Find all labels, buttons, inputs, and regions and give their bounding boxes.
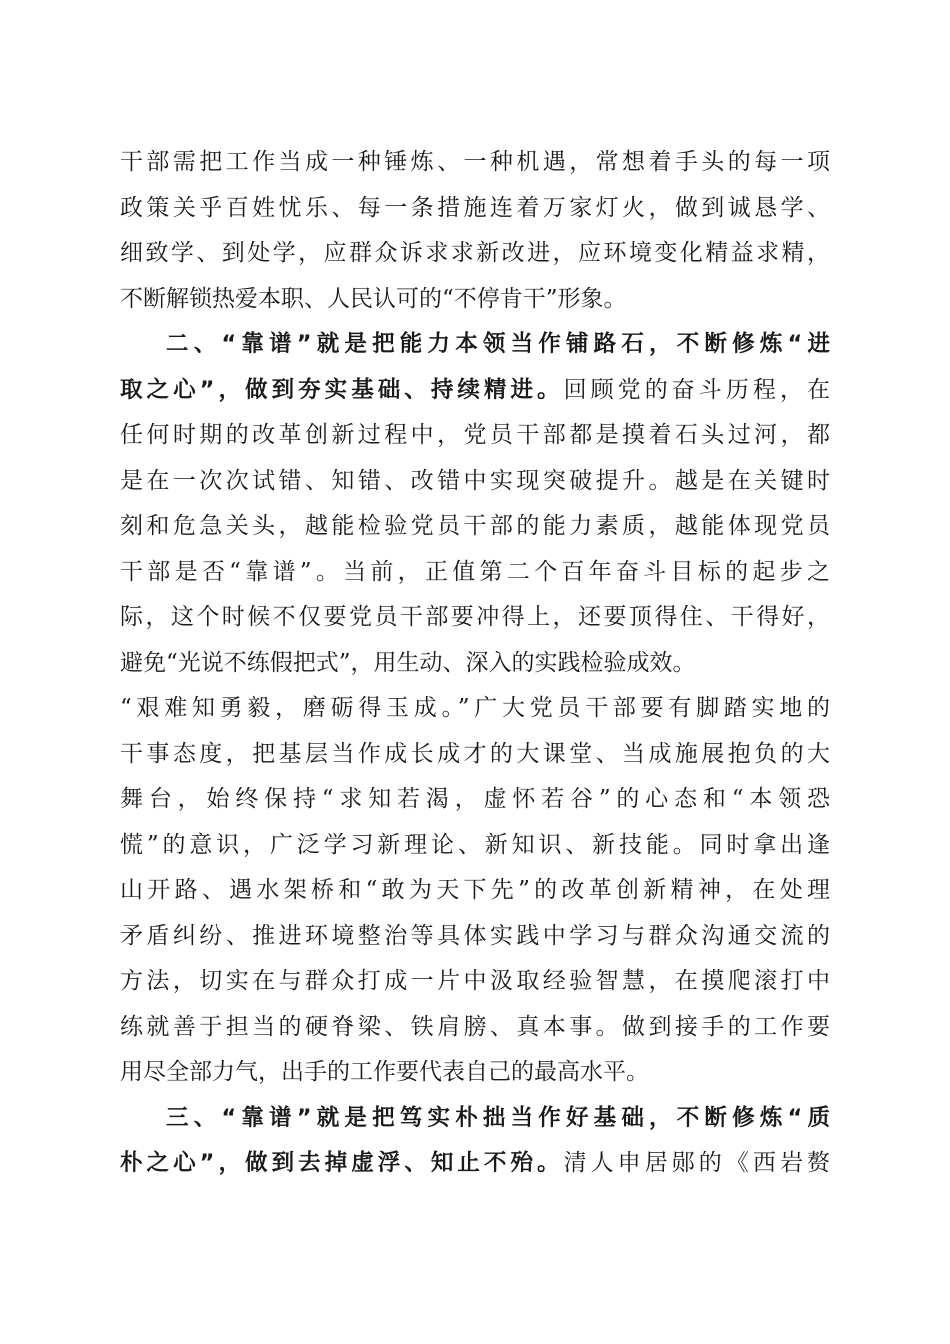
text-line: 舞台，始终保持“求知若渴，虚怀若谷”的心态和“本领恐 <box>120 786 830 812</box>
text-line: 任何时期的改革创新过程中，党员干部都是摸着石头过河，都 <box>120 422 830 448</box>
paragraph-3 <box>120 1096 830 1187</box>
section-heading-2: 二、“靠谱”就是把能力本领当作铺路石，不断修炼“进 <box>166 331 830 357</box>
paragraph-1 <box>120 140 830 322</box>
text-line <box>120 368 830 414</box>
text-line: 政策关乎百姓忧乐、每一条措施连着万家灯火，做到诚恳学、 <box>120 194 830 221</box>
paragraph-2 <box>120 322 830 1096</box>
text-line: 山开路、遇水架桥和“敢为天下先”的改革创新精神，在处理 <box>120 877 830 903</box>
text-line: “艰难知勇毅，磨砺得玉成。”广大党员干部要有脚踏实地的 <box>120 695 830 721</box>
section-heading-3: 三、“靠谱”就是把笃实朴拙当作好基础，不断修炼“质 <box>166 1104 830 1131</box>
section-heading-3-cont: 朴之心”，做到去掉虚浮、知止不殆。 <box>120 1150 564 1176</box>
text-line: 用尽全部力气，出手的工作要代表自己的最高水平。 <box>120 1059 649 1085</box>
text-line: 方法，切实在与群众打成一片中汲取经验智慧，在摸爬滚打中 <box>120 968 830 994</box>
text-line: 干事态度，把基层当作成长成才的大课堂、当成施展抱负的大 <box>120 740 830 767</box>
text-run: 回顾党的奋斗历程，在 <box>563 376 830 403</box>
text-line: 际，这个时候不仅要党员干部要冲得上，还要顶得住、干得好， <box>120 604 830 630</box>
text-line: 刻和危急关头，越能检验党员干部的能力素质，越能体现党员 <box>120 513 830 539</box>
text-line: 不断解锁热爱本职、人民认可的“不停肯干”形象。 <box>120 285 627 312</box>
text-line: 慌”的意识，广泛学习新理论、新知识、新技能。同时拿出逢 <box>120 831 830 858</box>
text-line: 干部是否“靠谱”。当前，正值第二个百年奋斗目标的起步之 <box>120 558 830 585</box>
text-line <box>120 1141 830 1187</box>
text-line: 是在一次次试错、知错、改错中实现突破提升。越是在关键时 <box>120 467 830 494</box>
text-run: 清人申居郧的《西岩赘 <box>563 1150 830 1176</box>
text-line: 矛盾纠纷、推进环境整治等具体实践中学习与群众沟通交流的 <box>120 922 830 949</box>
section-heading-2-cont: 取之心”，做到夯实基础、持续精进。 <box>120 376 564 403</box>
text-line: 细致学、到处学，应群众诉求求新改进，应环境变化精益求精， <box>120 240 830 266</box>
text-line: 干部需把工作当成一种锤炼、一种机遇，常想着手头的每一项 <box>120 149 830 175</box>
document-body <box>120 140 830 1187</box>
text-line: 练就善于担当的硬脊梁、铁肩膀、真本事。做到接手的工作要 <box>120 1013 830 1040</box>
text-line: 避免“光说不练假把式”，用生动、深入的实践检验成效。 <box>120 649 696 676</box>
